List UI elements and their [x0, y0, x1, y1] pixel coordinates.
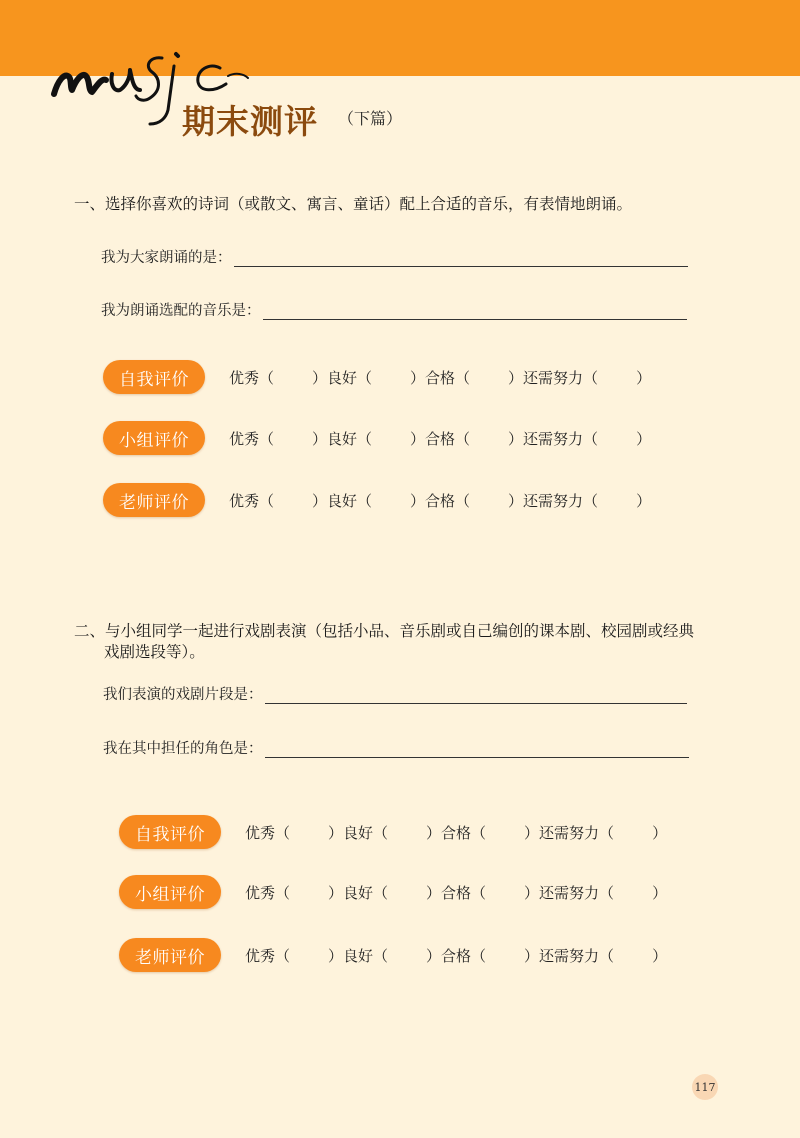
rating-good[interactable]: ）良好（	[328, 823, 389, 842]
rating-needs-work[interactable]: ）还需努力（ ）	[508, 491, 652, 510]
rating-excellent[interactable]: 优秀（	[245, 946, 291, 965]
section2-self-evaluation	[119, 815, 667, 849]
rating-pass[interactable]: ）合格（	[426, 883, 487, 902]
answer-blank-line[interactable]	[263, 301, 687, 320]
section1-field-poem	[101, 248, 688, 267]
rating-good[interactable]: ）良好（	[328, 883, 389, 902]
rating-needs-work[interactable]: ）还需努力（ ）	[524, 946, 668, 965]
rating-needs-work[interactable]: ）还需努力（ ）	[524, 823, 668, 842]
rating-good[interactable]: ）良好（	[312, 491, 373, 510]
eval-badge: 老师评价	[103, 483, 205, 517]
page-number: 117	[692, 1074, 718, 1100]
rating-pass[interactable]: ）合格（	[410, 429, 471, 448]
section2-field-drama	[103, 685, 687, 704]
rating-pass[interactable]: ）合格（	[426, 823, 487, 842]
section2-question: 二、与小组同学一起进行戏剧表演（包括小品、音乐剧或自己编创的课本剧、校园剧或经典	[74, 622, 695, 640]
section2-teacher-evaluation	[119, 938, 667, 972]
rating-excellent[interactable]: 优秀（	[229, 368, 275, 387]
rating-options	[229, 367, 651, 388]
page-title: 期末测评	[182, 102, 318, 141]
eval-badge: 老师评价	[119, 938, 221, 972]
page-subtitle: （下篇）	[338, 109, 403, 128]
rating-excellent[interactable]: 优秀（	[229, 429, 275, 448]
section1-field-music	[101, 301, 687, 320]
rating-options	[229, 428, 651, 449]
answer-blank-line[interactable]	[265, 739, 689, 758]
section1-question: 一、选择你喜欢的诗词（或散文、寓言、童话）配上合适的音乐，有表情地朗诵。	[74, 195, 633, 213]
rating-pass[interactable]: ）合格（	[410, 368, 471, 387]
rating-needs-work[interactable]: ）还需努力（ ）	[508, 368, 652, 387]
rating-excellent[interactable]: 优秀（	[245, 823, 291, 842]
rating-needs-work[interactable]: ）还需努力（ ）	[524, 883, 668, 902]
rating-pass[interactable]: ）合格（	[426, 946, 487, 965]
rating-excellent[interactable]: 优秀（	[245, 883, 291, 902]
answer-blank-line[interactable]	[234, 248, 688, 267]
rating-good[interactable]: ）良好（	[328, 946, 389, 965]
section2-group-evaluation	[119, 875, 667, 909]
section2-question-continued: 戏剧选段等）。	[104, 643, 205, 661]
rating-good[interactable]: ）良好（	[312, 429, 373, 448]
section1-self-evaluation	[103, 360, 651, 394]
eval-badge: 小组评价	[103, 421, 205, 455]
section1-group-evaluation	[103, 421, 651, 455]
rating-options	[245, 945, 667, 966]
rating-excellent[interactable]: 优秀（	[229, 491, 275, 510]
eval-badge: 自我评价	[119, 815, 221, 849]
answer-blank-line[interactable]	[265, 685, 687, 704]
rating-options	[245, 882, 667, 903]
rating-options	[245, 822, 667, 843]
section2-field-role	[103, 739, 689, 758]
field-label: 我为朗诵选配的音乐是：	[101, 303, 261, 319]
field-label: 我在其中担任的角色是：	[103, 741, 263, 757]
rating-pass[interactable]: ）合格（	[410, 491, 471, 510]
rating-good[interactable]: ）良好（	[312, 368, 373, 387]
section1-teacher-evaluation	[103, 483, 651, 517]
eval-badge: 小组评价	[119, 875, 221, 909]
field-label: 我为大家朗诵的是：	[101, 250, 232, 266]
eval-badge: 自我评价	[103, 360, 205, 394]
field-label: 我们表演的戏剧片段是：	[103, 687, 263, 703]
rating-needs-work[interactable]: ）还需努力（ ）	[508, 429, 652, 448]
rating-options	[229, 490, 651, 511]
